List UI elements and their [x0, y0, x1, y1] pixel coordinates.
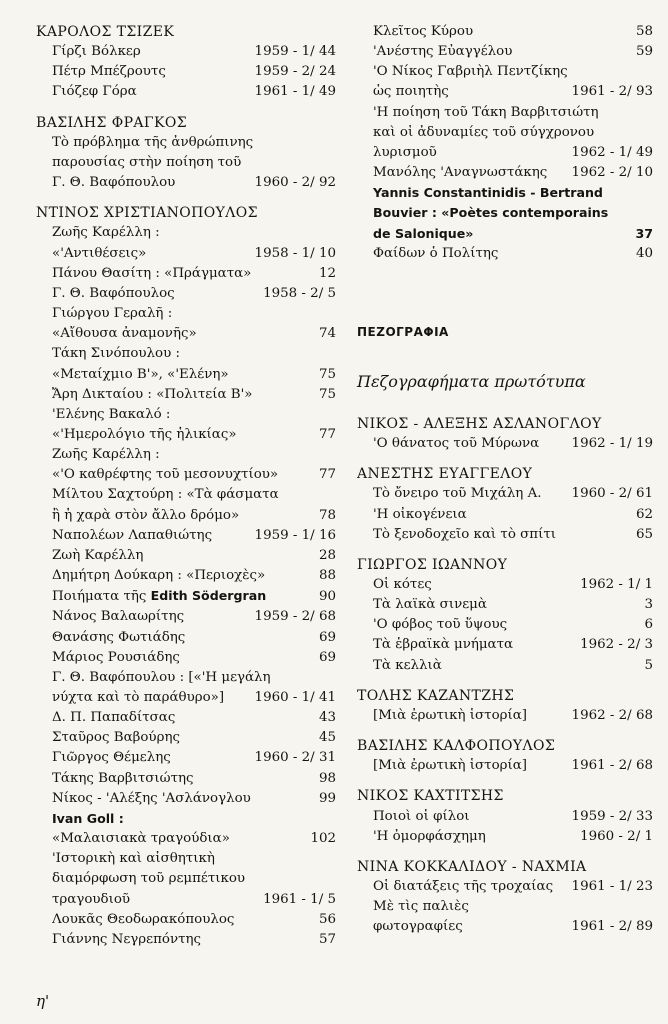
author-name: ΝΙΚΟΣ - ΑΛΕΞΗΣ ΑΣΛΑΝΟΓΛΟΥ	[357, 415, 602, 432]
entry-title: Λουκᾶς Θεοδωρακόπουλος	[52, 911, 235, 927]
index-entry	[36, 586, 336, 607]
index-entry	[357, 484, 653, 504]
index-entry	[357, 183, 653, 203]
entry-reference: 45	[318, 730, 336, 746]
entry-reference: 1962 - 1/ 49	[571, 144, 653, 160]
page-number: η'	[36, 992, 50, 1010]
entry-title: Δ. Π. Παπαδίτσας	[52, 710, 176, 726]
entry-reference: 74	[318, 326, 336, 342]
entry-title: Ζωῆς Καρέλλη :	[52, 225, 160, 241]
entry-title: Γιάννης Νεγρεπόντης	[52, 931, 202, 947]
entry-title: Τάκης Βαρβιτσιώτης	[52, 770, 194, 786]
index-entry	[357, 917, 653, 937]
entry-reference: 1959 - 1/ 44	[254, 44, 336, 60]
entry-reference: 1961 - 1/ 49	[254, 84, 336, 100]
index-entry	[357, 525, 653, 545]
entry-reference: 102	[310, 831, 336, 847]
entry-reference: 1959 - 1/ 16	[254, 527, 336, 543]
entry-title: Μίλτου Σαχτούρη : «Τὰ φάσματα	[52, 487, 279, 503]
entry-reference: 1961 - 2/ 93	[571, 84, 653, 100]
entry-reference: 65	[635, 526, 653, 542]
author-name: ΝΙΝΑ ΚΟΚΚΑΛΙΔΟΥ - ΝΑΧΜΙΑ	[357, 858, 587, 875]
entry-reference: 3	[644, 597, 653, 613]
entry-reference: 75	[318, 386, 336, 402]
entry-title: Γιώργου Γεραλῆ :	[52, 306, 173, 322]
index-entry	[357, 203, 653, 223]
entry-reference: 1960 - 2/ 31	[254, 750, 336, 766]
entry-title: παρουσίας στὴν ποίηση τοῦ	[52, 154, 242, 170]
entry-title: Γιόζεφ Γόρα	[52, 84, 137, 100]
entry-title: «Μεταίχμιο Β'», «'Ελένη»	[52, 366, 229, 382]
entry-reference: 1959 - 2/ 68	[254, 609, 336, 625]
entry-title: «Μαλαισιακὰ τραγούδια»	[52, 831, 230, 847]
entry-reference: 1962 - 1/ 1	[580, 576, 653, 592]
index-entry	[36, 930, 336, 950]
index-entry	[36, 153, 336, 173]
entry-reference: 1960 - 2/ 61	[571, 486, 653, 502]
entry-reference: 69	[318, 649, 336, 665]
entry-title: Yannis Constantinidis - Bertrand	[373, 185, 603, 201]
entry-title: Γίρζι Βόλκερ	[52, 44, 141, 60]
entry-title: Οἱ διατάξεις τῆς τροχαίας	[373, 879, 554, 894]
index-entry	[357, 827, 653, 847]
index-entry	[357, 62, 653, 82]
index-entry	[36, 425, 336, 445]
entry-title: διαμόρφωση τοῦ ρεμπέτικου	[52, 871, 246, 887]
right-column	[357, 22, 653, 937]
index-entry	[36, 648, 336, 668]
index-entry	[36, 82, 336, 102]
entry-reference: 1960 - 2/ 92	[254, 175, 336, 191]
index-entry	[36, 62, 336, 82]
entry-reference: 59	[635, 44, 653, 60]
author-heading	[357, 464, 653, 484]
author-name: ΝΤΙΝΟΣ ΧΡΙΣΤΙΑΝΟΠΟΥΛΟΣ	[36, 205, 258, 222]
entry-reference: 1962 - 1/ 19	[571, 436, 653, 452]
entry-title: Τὰ λαϊκὰ σινεμὰ	[373, 597, 487, 613]
index-entry	[357, 635, 653, 655]
entry-title: 'Ιστορικὴ καὶ αἰσθητικὴ	[52, 851, 215, 867]
entry-title: «'Ημερολόγιο τῆς ἡλικίας»	[52, 426, 237, 442]
author-heading	[36, 203, 336, 223]
entry-title: Ποιοὶ οἱ φίλοι	[373, 808, 470, 824]
entry-reference: 88	[318, 568, 336, 584]
entry-reference: 5	[644, 657, 653, 673]
entry-reference: 37	[635, 225, 653, 241]
index-entry	[357, 434, 653, 454]
index-entry	[36, 869, 336, 889]
author-name: ΑΝΕΣΤΗΣ ΕΥΑΓΓΕΛΟΥ	[357, 466, 533, 483]
entry-title: Μάριος Ρουσιάδης	[52, 649, 180, 665]
author-heading	[36, 22, 336, 42]
entry-reference: 1961 - 2/ 68	[571, 758, 653, 774]
index-entry	[357, 595, 653, 615]
author-heading	[357, 786, 653, 806]
index-entry	[36, 133, 336, 153]
left-column	[36, 22, 336, 950]
entry-title	[52, 586, 266, 607]
entry-reference: 1959 - 2/ 24	[254, 64, 336, 80]
section-subheading: Πεζογραφήματα πρωτότυπα	[357, 371, 586, 391]
author-heading	[357, 686, 653, 706]
entry-title: Τὰ ἑβραϊκὰ μνήματα	[373, 637, 514, 653]
entry-title: Τὸ ξενοδοχεῖο καὶ τὸ σπίτι	[373, 526, 557, 542]
right-column-bottom	[357, 414, 653, 938]
entry-title: 'Η οἰκογένεια	[373, 506, 467, 522]
entry-title: Γιῶργος Θέμελης	[52, 750, 171, 766]
index-entry	[36, 284, 336, 304]
entry-reference: 1959 - 2/ 33	[571, 808, 653, 824]
index-entry	[357, 143, 653, 163]
entry-reference: 98	[318, 770, 336, 786]
index-entry	[36, 223, 336, 243]
right-column-top	[357, 22, 653, 264]
entry-title: Οἱ κότες	[373, 576, 432, 592]
author-heading	[357, 736, 653, 756]
index-entry	[357, 656, 653, 676]
index-entry	[36, 445, 336, 465]
entry-reference: 1962 - 2/ 10	[571, 165, 653, 181]
entry-reference: 1960 - 2/ 1	[580, 828, 653, 844]
entry-reference: 1958 - 1/ 10	[254, 245, 336, 261]
entry-reference: 90	[318, 589, 336, 605]
entry-title: Νίκος - 'Αλέξης 'Ασλάνογλου	[52, 790, 251, 806]
index-entry	[357, 224, 653, 244]
entry-reference: 57	[318, 931, 336, 947]
entry-title: 'Ο Νίκος Γαβριὴλ Πεντζίκης	[373, 64, 568, 80]
entry-title: 'Ο θάνατος τοῦ Μύρωνα	[373, 436, 540, 452]
entry-reference: 1961 - 2/ 89	[571, 919, 653, 935]
entry-title: Θανάσης Φωτιάδης	[52, 629, 186, 645]
index-entry	[36, 385, 336, 405]
entry-reference: 1961 - 1/ 5	[263, 891, 336, 907]
index-entry	[357, 575, 653, 595]
entry-title: Γ. Θ. Βαφόπουλου	[52, 175, 176, 191]
entry-title-bold-name: Edith Södergran	[150, 588, 267, 604]
entry-title: Ivan Goll :	[52, 810, 124, 826]
entry-reference: 56	[318, 911, 336, 927]
index-entry	[36, 324, 336, 344]
entry-title-text: Ποιήματα τῆς	[52, 589, 147, 605]
index-entry	[36, 304, 336, 324]
entry-reference: 78	[318, 507, 336, 523]
index-entry	[36, 546, 336, 566]
index-entry	[36, 244, 336, 264]
index-entry	[36, 789, 336, 809]
index-entry	[357, 706, 653, 726]
entry-title: Ναπολέων Λαπαθιώτης	[52, 527, 213, 543]
index-entry	[357, 42, 653, 62]
entry-reference: 62	[635, 506, 653, 522]
index-entry	[36, 405, 336, 425]
index-entry	[36, 465, 336, 485]
index-entry	[36, 628, 336, 648]
index-entry	[36, 708, 336, 728]
entry-reference: 77	[318, 467, 336, 483]
entry-title: Τάκη Σινόπουλου :	[52, 346, 181, 362]
entry-title: Δημήτρη Δούκαρη : «Περιοχὲς»	[52, 568, 266, 584]
author-name: ΝΙΚΟΣ ΚΑΧΤΙΤΣΗΣ	[357, 788, 504, 805]
entry-reference: 75	[318, 366, 336, 382]
index-entry	[36, 526, 336, 546]
entry-title: Bouvier : «Poètes contemporains	[373, 205, 609, 221]
entry-reference: 6	[644, 617, 653, 633]
index-entry	[36, 849, 336, 869]
entry-title: Σταῦρος Βαβούρης	[52, 730, 180, 746]
index-entry	[357, 22, 653, 42]
entry-reference: 1961 - 1/ 23	[571, 879, 653, 894]
section-heading: ΠΕΖΟΓΡΑΦΙΑ	[357, 324, 449, 339]
index-entry	[36, 485, 336, 505]
entry-title: Τὸ ὄνειρο τοῦ Μιχάλη Α.	[373, 486, 542, 502]
entry-reference: 1962 - 2/ 68	[571, 707, 653, 723]
index-entry	[36, 365, 336, 385]
entry-title: φωτογραφίες	[373, 919, 463, 935]
entry-title: Μανόλης 'Αναγνωστάκης	[373, 165, 548, 181]
index-entry	[357, 877, 653, 897]
index-entry	[36, 809, 336, 829]
index-entry	[357, 505, 653, 525]
entry-title: Κλεῖτος Κύρου	[373, 24, 474, 39]
index-entry	[357, 103, 653, 123]
author-heading	[357, 414, 653, 434]
entry-reference: 58	[635, 24, 653, 39]
index-entry	[357, 123, 653, 143]
index-entry	[357, 756, 653, 776]
entry-title: 'Ελένης Βακαλό :	[52, 406, 171, 422]
entry-title: καὶ οἱ ἀδυναμίες τοῦ σύγχρονου	[373, 124, 595, 140]
entry-title: Τὸ πρόβλημα τῆς ἀνθρώπινης	[52, 134, 254, 150]
entry-reference: 1958 - 2/ 5	[263, 285, 336, 301]
author-name: ΓΙΩΡΓΟΣ ΙΩΑΝΝΟΥ	[357, 556, 508, 573]
index-entry	[36, 910, 336, 930]
entry-title: «'Ο καθρέφτης τοῦ μεσονυχτίου»	[52, 467, 279, 483]
index-entry	[357, 897, 653, 917]
entry-title: [Μιὰ ἐρωτικὴ ἱστορία]	[373, 758, 528, 774]
entry-reference: 43	[318, 710, 336, 726]
entry-title: Γ. Θ. Βαφόπουλος	[52, 285, 175, 301]
author-name: ΚΑΡΟΛΟΣ ΤΣΙΖΕΚ	[36, 24, 175, 40]
entry-title: λυρισμοῦ	[373, 144, 437, 160]
index-entry	[357, 82, 653, 102]
author-name: ΒΑΣΙΛΗΣ ΦΡΑΓΚΟΣ	[36, 114, 188, 131]
entry-title: Νάνος Βαλαωρίτης	[52, 609, 185, 625]
entry-title: Φαίδων ὁ Πολίτης	[373, 245, 499, 261]
index-entry	[36, 728, 336, 748]
entry-title: ἢ ἡ χαρὰ στὸν ἄλλο δρόμο»	[52, 507, 240, 523]
index-entry	[36, 566, 336, 586]
entry-title: 'Ο φόβος τοῦ ὕψους	[373, 617, 508, 633]
index-entry	[36, 173, 336, 193]
entry-title: 'Η ποίηση τοῦ Τάκη Βαρβιτσιώτη	[373, 104, 599, 120]
index-entry	[36, 668, 336, 688]
entry-title: Πάνου Θασίτη : «Πράγματα»	[52, 265, 252, 281]
entry-reference: 40	[635, 245, 653, 261]
index-entry	[36, 506, 336, 526]
index-entry	[36, 769, 336, 789]
author-heading	[357, 857, 653, 877]
entry-title: 'Ανέστης Εὐαγγέλου	[373, 44, 513, 60]
author-heading	[357, 555, 653, 575]
entry-reference: 77	[318, 426, 336, 442]
index-entry	[36, 890, 336, 910]
index-entry	[36, 344, 336, 364]
entry-title: 'Η ὀμορφάσχημη	[373, 828, 486, 844]
entry-title: Γ. Θ. Βαφόπουλου : [«'Η μεγάλη	[52, 669, 271, 685]
entry-title: ὡς ποιητὴς	[373, 84, 449, 100]
author-name: ΤΟΛΗΣ ΚΑΖΑΝΤΖΗΣ	[357, 687, 515, 704]
author-heading	[36, 113, 336, 133]
entry-title: «Αἴθουσα ἀναμονῆς»	[52, 326, 197, 342]
index-entry	[357, 615, 653, 635]
entry-title: [Μιὰ ἐρωτικὴ ἱστορία]	[373, 707, 528, 723]
entry-title: Ζωῆς Καρέλλη :	[52, 447, 160, 463]
entry-reference: 69	[318, 629, 336, 645]
index-entry	[357, 244, 653, 264]
index-entry	[36, 829, 336, 849]
index-entry	[36, 42, 336, 62]
author-name: ΒΑΣΙΛΗΣ ΚΑΛΦΟΠΟΥΛΟΣ	[357, 738, 556, 755]
entry-title: «'Αντιθέσεις»	[52, 245, 147, 261]
entry-reference: 1960 - 1/ 41	[254, 690, 336, 705]
entry-title: Ζωὴ Καρέλλη	[52, 547, 144, 563]
index-entry	[36, 264, 336, 284]
entry-title: Ἄρη Δικταίου : «Πολιτεία Β'»	[52, 386, 253, 402]
index-entry	[357, 163, 653, 183]
entry-title: Πέτρ Μπέζρουτς	[52, 64, 166, 80]
entry-reference: 12	[318, 265, 336, 281]
entry-title: Μὲ τὶς παλιὲς	[373, 899, 469, 915]
index-entry	[36, 607, 336, 627]
index-entry	[36, 688, 336, 708]
entry-title: νύχτα καὶ τὸ παράθυρο»]	[52, 690, 225, 705]
entry-reference: 28	[318, 547, 336, 563]
entry-title: Τὰ κελλιὰ	[373, 657, 442, 673]
index-entry	[357, 807, 653, 827]
entry-reference: 99	[318, 790, 336, 806]
entry-reference: 1962 - 2/ 3	[580, 637, 653, 653]
entry-title: τραγουδιοῦ	[52, 891, 131, 907]
index-entry	[36, 748, 336, 768]
entry-title: de Salonique»	[373, 225, 474, 241]
